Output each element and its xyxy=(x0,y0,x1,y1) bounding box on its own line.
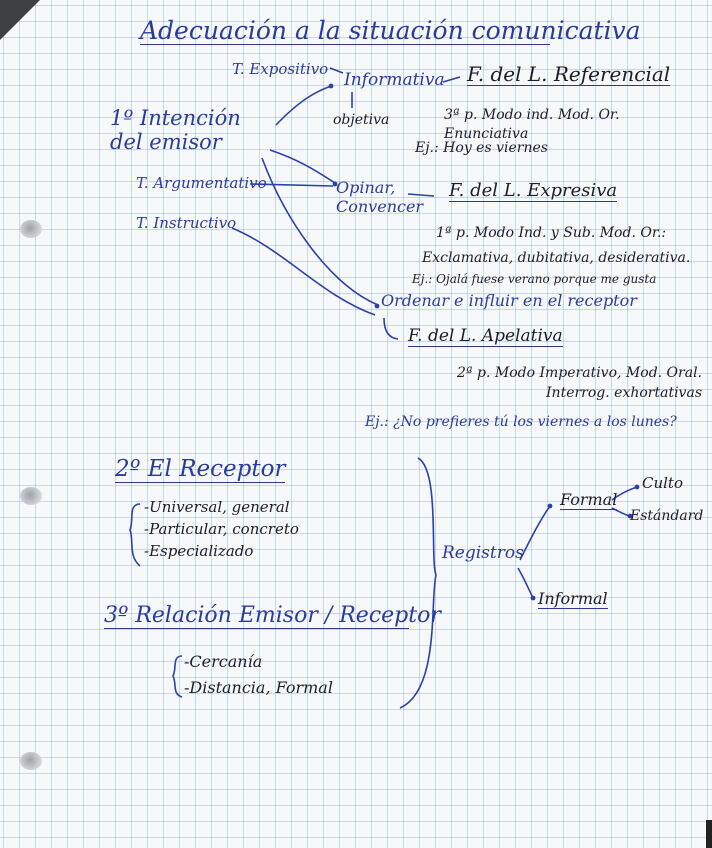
section1-heading: 1º Intención del emisor xyxy=(110,106,241,155)
ordenar-detail: 2ª p. Modo Imperativo, Mod. Oral. Interrog. exhortativas xyxy=(457,365,702,401)
relacion-item: -Cercanía xyxy=(184,652,263,671)
function-apelativa: F. del L. Apelativa xyxy=(408,326,563,346)
registros-label: Registros xyxy=(442,543,524,563)
section3-heading: 3º Relación Emisor / Receptor xyxy=(104,603,441,628)
brace-relacion xyxy=(173,656,182,697)
arrow-to-apelativa xyxy=(384,318,398,339)
type-expositive: T. Expositivo xyxy=(232,60,329,78)
informativa-label: Informativa xyxy=(344,70,445,90)
receptor-item: -Universal, general xyxy=(144,498,290,516)
receptor-item: -Particular, concreto xyxy=(144,520,299,538)
arrow-to-informal xyxy=(518,568,533,598)
arrow-to-referencial xyxy=(443,77,460,82)
opinar-label: Opinar, Convencer xyxy=(336,178,424,217)
relacion-item: -Distancia, Formal xyxy=(184,678,333,697)
type-argumentative: T. Argumentativo xyxy=(136,174,267,192)
registro-culto: Culto xyxy=(642,474,683,492)
opinar-example: Ej.: Ojalá fuese verano porque me gusta xyxy=(412,272,657,286)
arrow-to-formal xyxy=(520,506,550,560)
registro-informal: Informal xyxy=(538,589,608,608)
registro-formal: Formal xyxy=(560,490,618,509)
arrow-expositive xyxy=(330,68,343,73)
opinar-detail-2: Exclamativa, dubitativa, desiderativa. xyxy=(422,250,691,266)
function-expresiva: F. del L. Expresiva xyxy=(449,180,618,201)
section2-heading: 2º El Receptor xyxy=(115,456,286,482)
brace-receptor xyxy=(130,504,140,566)
registro-estandard: Estándard xyxy=(630,508,704,524)
arrow-emisor-opinar xyxy=(270,150,335,183)
opinar-detail-1: 1ª p. Modo Ind. y Sub. Mod. Or.: xyxy=(436,225,667,241)
type-instructive: T. Instructivo xyxy=(136,214,237,232)
informativa-example: Ej.: Hoy es viernes xyxy=(415,140,548,156)
arrow-instructivo-ordenar xyxy=(232,228,375,315)
function-referencial: F. del L. Referencial xyxy=(467,62,671,86)
page-title: Adecuación a la situación comunicativa xyxy=(140,16,641,45)
arrow-to-informativa xyxy=(276,86,331,125)
informativa-detail: 3ª p. Modo ind. Mod. Or. Enunciativa xyxy=(444,107,620,142)
informativa-sub: objetiva xyxy=(333,112,390,128)
brace-big xyxy=(400,458,436,708)
ordenar-label: Ordenar e influir en el receptor xyxy=(381,291,637,310)
ordenar-example: Ej.: ¿No prefieres tú los viernes a los lunes? xyxy=(365,414,677,430)
receptor-item: -Especializado xyxy=(144,542,254,560)
